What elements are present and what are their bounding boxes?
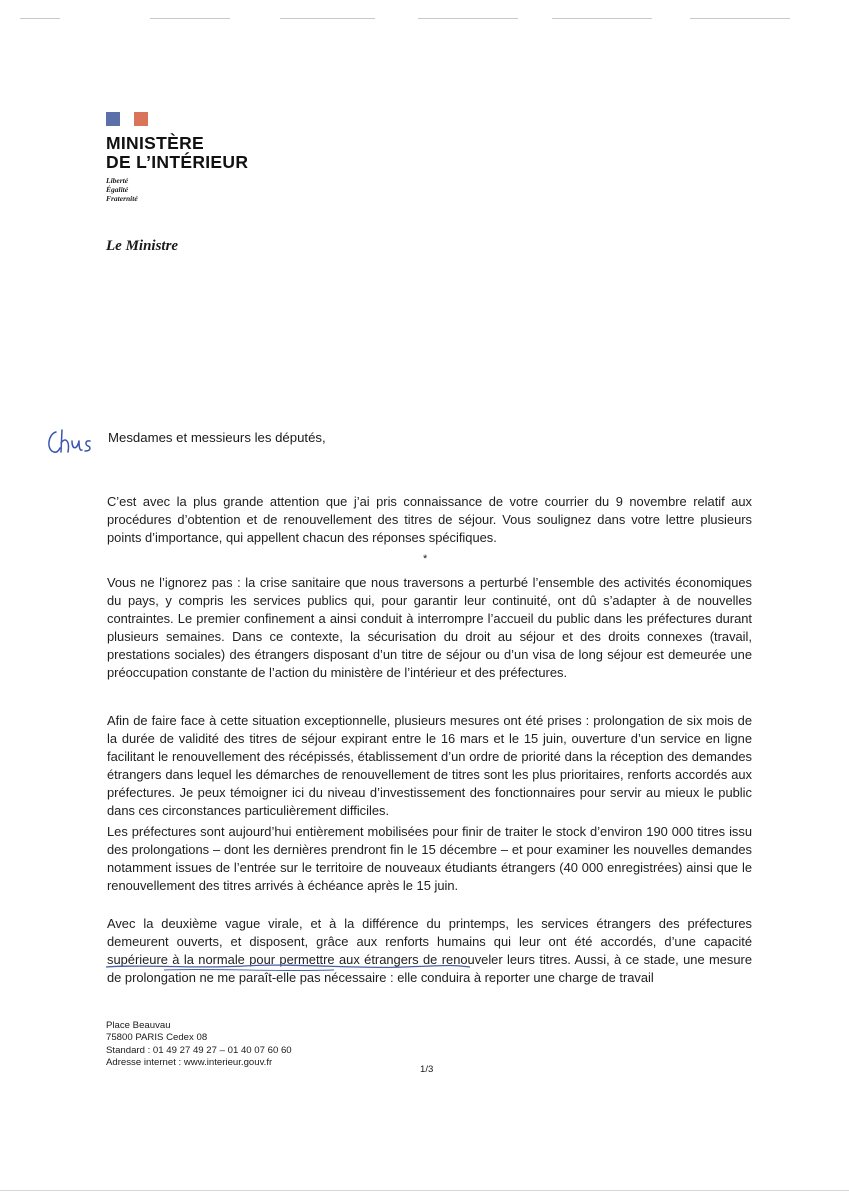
address-line-3: Standard : 01 49 27 49 27 – 01 40 07 60 60 [106, 1044, 292, 1056]
paragraph-2: Vous ne l’ignorez pas : la crise sanitaire que nous traversons a perturbé l’ensemble des activités économiques du pays, y compris les services publics qui, pour garantir leur continuité, ont dû s’adapter à de nouvelles contraintes. Le premier confinement a ainsi conduit à interrompre l’accueil du public dans les préfectures durant plusieurs semaines. Dans ce contexte, la sécurisation du droit au séjour et des droits connexes (travail, prestations sociales) des étrangers disposant d’un titre de séjour ou d’un visa de long séjour est demeurée une préoccupation constante de l’action du ministère de l’intérieur et des préfectures. [107, 575, 752, 680]
paragraph-5: Avec la deuxième vague virale, et à la différence du printemps, les services étrangers des préfectures demeurent ouverts, et disposent, grâce aux renforts humains qui leur ont été accordés, d’une capacité supérieure à la normale pour permettre aux étrangers de renouveler leurs titres. Aussi, à ce stade, une mesure de prolongation ne me paraît-elle pas nécessaire : elle conduira à reporter une charge de travail [107, 916, 752, 985]
address-line-4: Adresse internet : www.interieur.gouv.fr [106, 1056, 273, 1068]
handwritten-chers-annotation [44, 428, 94, 458]
republic-motto [106, 176, 138, 203]
scan-artifact-line [418, 18, 518, 19]
scan-artifact-line [552, 18, 652, 19]
scan-artifact-line [280, 18, 375, 19]
scan-bottom-edge [0, 1190, 849, 1191]
pen-underline-mark [104, 960, 474, 974]
scan-artifact-line [150, 18, 230, 19]
address-line-1: Place Beauvau [106, 1020, 171, 1031]
scan-artifact-line [690, 18, 790, 19]
address-line-2: 75800 PARIS Cedex 08 [106, 1032, 208, 1044]
section-separator: * [423, 553, 428, 565]
ministry-name-line2: DE L’INTÉRIEUR [106, 152, 249, 172]
paragraph-1: C’est avec la plus grande attention que j’ai pris connaissance de votre courrier du 9 novembre relatif aux procédures d’obtention et de renouvellement des titres de séjour. Vous soulignez dans votre lettre plusieurs points d’importance, qui appellent chacun des réponses spécifiques. [107, 494, 752, 545]
ministry-address [106, 1020, 292, 1069]
french-flag-icon [106, 112, 148, 126]
salutation: Mesdames et messieurs les députés, [108, 430, 326, 445]
ministry-name-line1: MINISTÈRE [106, 133, 204, 153]
scan-artifact-line [20, 18, 60, 19]
motto-egalite: Égalité [106, 185, 129, 194]
page-number: 1/3 [420, 1064, 434, 1075]
ministry-name [106, 134, 248, 172]
motto-liberte: Liberté [106, 176, 129, 185]
paragraph-3: Afin de faire face à cette situation exceptionnelle, plusieurs mesures ont été prises : prolongation de six mois de la durée de validité des titres de séjour expirant entre le 16 mars et le 15 juin, ouverture d’un service en ligne facilitant le renouvellement des récépissés, établissement d’un ordre de priorité dans la réception des demandes étrangers dans lequel les démarches de renouvellement de titres sont les plus prioritaires, renforts accordés aux préfectures. Je peux témoigner ici du niveau d’investissement des fonctionnaires pour servir au mieux le public dans ces circonstances particulièrement difficiles. [107, 713, 752, 818]
signatory-title: Le Ministre [106, 238, 179, 254]
motto-fraternite: Fraternité [106, 194, 138, 203]
paragraph-4: Les préfectures sont aujourd’hui entièrement mobilisées pour finir de traiter le stock d’environ 190 000 titres issu des prolongations – dont les dernières prendront fin le 15 décembre – et pour examiner les nouvelles demandes notamment issues de l’entrée sur le territoire de nouveaux étudiants étrangers (40 000 enregistrées) ainsi que le renouvellement des titres arrivés à échéance après le 15 juin. [107, 824, 752, 893]
